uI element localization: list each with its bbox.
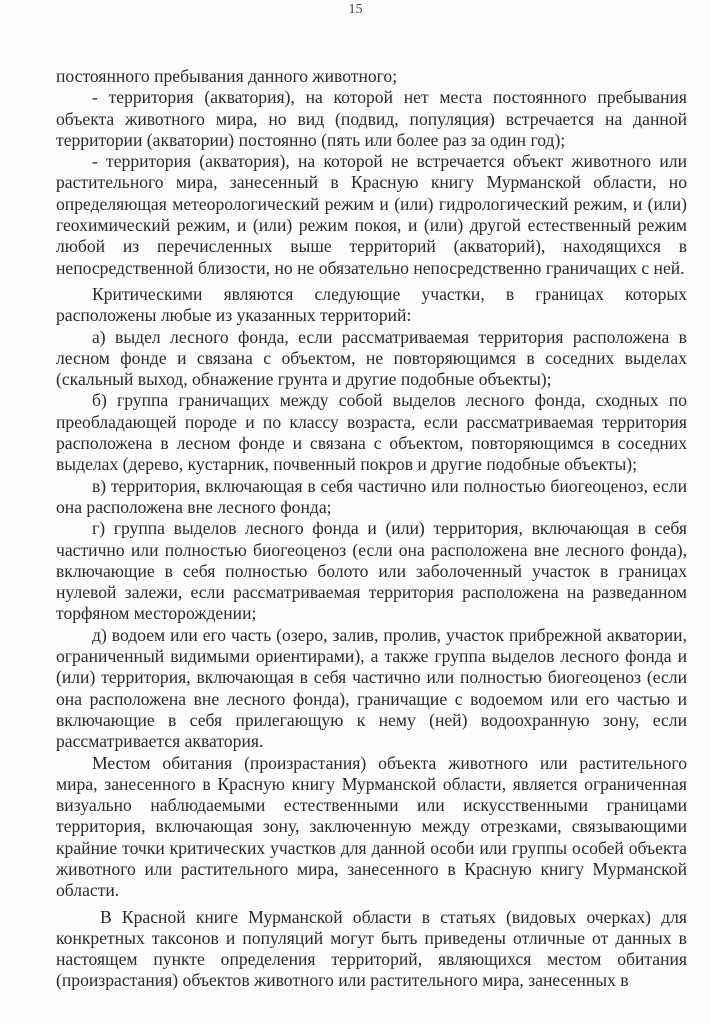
paragraph-critical-sites-intro: Критическими являются следующие участки, в границах которых расположены любые из указанных территорий: [56, 283, 687, 326]
paragraph-territory-no-permanent-stay: - территория (акватория), на которой нет места постоянного пребывания объекта животного мира, но вид (подвид, популяция) встречается на данной территории (акватории) постоянно (пять или более раз за один год); [56, 87, 687, 150]
paragraph-continuation: постоянного пребывания данного животного; [56, 66, 398, 86]
paragraph-item-b: б) группа граничащих между собой выделов лесного фонда, сходных по преобладающей породе и по классу возраста, если рассматриваемая территория расположена в лесном фонде и связана с объектом, повторяющимся в соседних выделах (дерево, кустарник, почвенный покров и другие подобные объекты); [56, 390, 687, 475]
paragraph-item-d: д) водоем или его часть (озеро, залив, пролив, участок прибрежной акватории, ограниченный видимыми ориентирами), а также группа выделов лесного фонда и (или) территория, включающая в себя частично или полностью биогеоценоз (если она расположена вне лесного фонда), граничащие с водоемом или его частью и включающие в себя прилегающую к нему (ней) водоохранную зону, если рассматривается акватория. [56, 624, 687, 752]
paragraph-territory-regime: - территория (акватория), на которой не встречается объект животного или растительного мира, занесенный в Красную книгу Мурманской области, но определяющая метеорологический режим и (или) гидрологический режим, и (или) геохимический режим, и (или) режим покоя, и (или) другой естественный режим любой из перечисленных выше территорий (акваторий), находящихся в непосредственной близости, но не обязательно непосредственно граничащих с ней. [56, 151, 687, 278]
paragraph-item-a: а) выдел лесного фонда, если рассматриваемая территория расположена в лесном фонде и связана с объектом, не повторяющимся в соседних выделах (скальный выход, обнажение грунта и другие подобные объекты); [56, 326, 687, 390]
paragraph-item-g: г) группа выделов лесного фонда и (или) территория, включающая в себя частично или полностью биогеоценоз (если она расположена вне лесного фонда), включающие в себя полностью болото или заболоченный участок в границах нулевой залежи, если рассматриваемая территория расположена на разведанном торфяном месторождении; [56, 518, 687, 624]
paragraph-red-book-note: В Красной книге Мурманской области в статьях (видовых очерках) для конкретных таксонов и популяций могут быть приведены отличные от данных в настоящем пункте определения территорий, являющихся местом обитания (произрастания) объектов животного или растительного мира, занесенных в [56, 906, 687, 991]
paragraph-item-v: в) территория, включающая в себя частично или полностью биогеоценоз, если она расположена вне лесного фонда; [56, 475, 687, 517]
page-number: 15 [348, 2, 363, 17]
document-body [56, 66, 687, 992]
paragraph-habitat-definition: Местом обитания (произрастания) объекта животного или растительного мира, занесенного в Красную книгу Мурманской области, является ограниченная визуально наблюдаемыми естественными или искусственными границами территория, включающая зону, заключенную между отрезками, связывающими крайние точки критических участков для данной особи или группы особей объекта животного или растительного мира, занесенного в Красную книгу Мурманской области. [56, 752, 687, 901]
